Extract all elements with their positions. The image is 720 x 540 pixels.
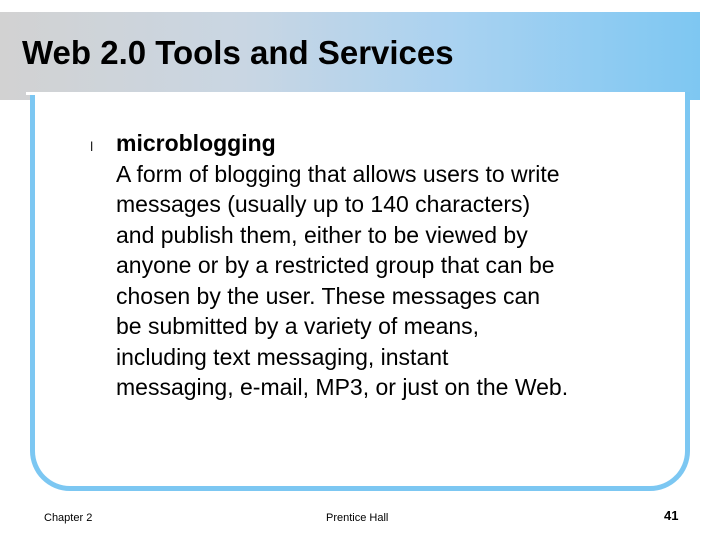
body-line: messages (usually up to 140 characters) xyxy=(116,191,531,217)
title-underline xyxy=(26,92,636,95)
slide-title: Web 2.0 Tools and Services xyxy=(22,34,454,71)
body-line: chosen by the user. These messages can xyxy=(116,282,541,309)
footer-chapter: Chapter 2 xyxy=(44,512,93,524)
footer-publisher: Prentice Hall xyxy=(326,512,389,524)
body-line: be submitted by a variety of means, xyxy=(116,313,480,339)
body-line: and publish them, either to be viewed by xyxy=(116,221,528,248)
bullet-icon: l xyxy=(90,140,94,154)
body-line: including text messaging, instant xyxy=(116,343,449,370)
bullet-content xyxy=(116,128,676,403)
body-line: A form of blogging that allows users to write xyxy=(116,160,560,187)
bullet-heading: microblogging xyxy=(116,130,276,156)
page-number: 41 xyxy=(664,508,679,523)
body-line: anyone or by a restricted group that can be xyxy=(116,252,555,278)
body-line: messaging, e-mail, MP3, or just on the Web. xyxy=(116,374,569,400)
